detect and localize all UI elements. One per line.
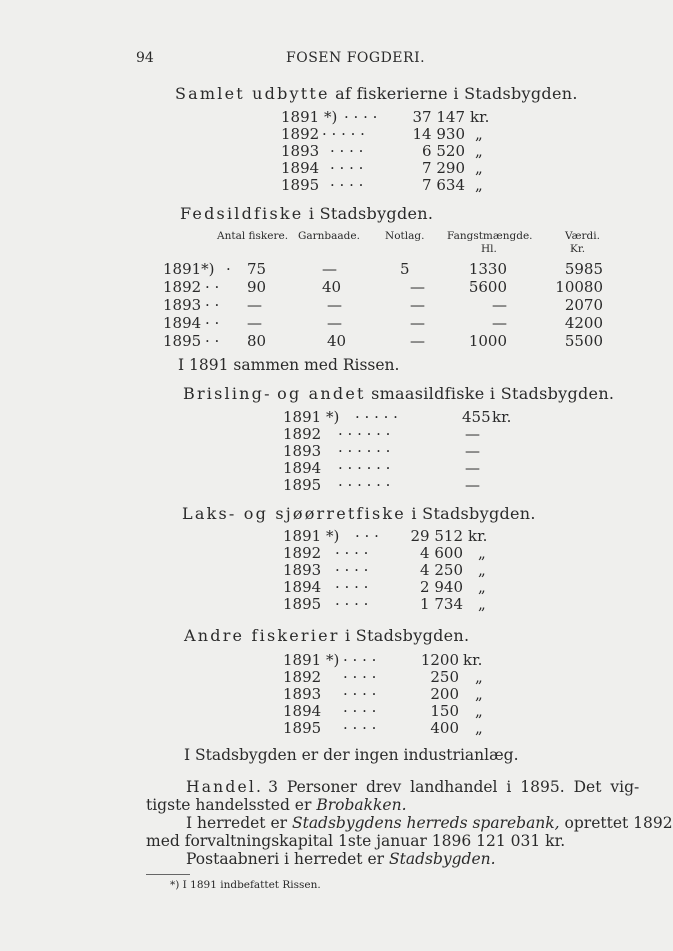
not: — <box>410 296 425 314</box>
leader-dots: · · · · <box>330 176 364 194</box>
leader-dots: · · · · · · <box>338 425 391 443</box>
unit: „ <box>478 578 486 596</box>
year: 1893 <box>281 142 320 160</box>
leader-dots: · · · · <box>335 544 369 562</box>
brisling-title-mid: og andet <box>277 384 366 403</box>
value: 1 734 <box>420 595 463 613</box>
handel-line-4: med forvaltningskapital 1ste januar 1896 121 031 kr. <box>146 832 566 850</box>
leader-dots: · · · · <box>335 578 369 596</box>
not: — <box>410 278 425 296</box>
page-number: 94 <box>136 50 154 66</box>
vaerdi: 5500 <box>564 332 603 350</box>
not: — <box>410 332 425 350</box>
vaerdi: 2070 <box>564 296 603 314</box>
year: 1894 <box>283 459 322 477</box>
year: 1891 *) <box>283 527 340 545</box>
handel-line5-text: Postaabneri i herredet er <box>186 850 385 868</box>
handel-line-3 <box>186 814 673 832</box>
leader-dots: · · · · <box>343 685 377 703</box>
leader-dots: · · <box>205 296 220 314</box>
leader-dots: · · · · · · <box>338 459 391 477</box>
industri-text: I Stadsbygden er der ingen industrianlæg. <box>184 746 519 764</box>
handel-line1-text: 3 Personer drev landhandel i 1895. Det vig- <box>268 778 640 796</box>
leader-dots: · <box>226 260 231 278</box>
leader-dots: · · · · <box>343 719 377 737</box>
value: 14 930 <box>412 125 465 143</box>
leader-dots: · · · <box>355 527 379 545</box>
year: 1892 <box>283 425 322 443</box>
antal: 80 <box>247 332 267 350</box>
col-not: Notlag. <box>385 230 425 242</box>
unit: „ <box>475 125 483 143</box>
unit: „ <box>478 595 486 613</box>
col-garn: Garnbaade. <box>298 230 360 242</box>
leader-dots: · · · · <box>343 668 377 686</box>
value: — <box>465 476 480 494</box>
leader-dots: · · <box>205 278 220 296</box>
value: 7 634 <box>422 176 465 194</box>
unit: kr. <box>470 108 490 126</box>
antal: — <box>247 296 262 314</box>
value: 7 290 <box>422 159 465 177</box>
andre-title <box>184 626 469 645</box>
unit: „ <box>475 159 483 177</box>
year: 1895 <box>281 176 320 194</box>
fang: — <box>492 314 507 332</box>
fang: — <box>492 296 507 314</box>
year: 1893 <box>283 561 322 579</box>
year: 1894 <box>281 159 320 177</box>
year: 1895 <box>283 595 322 613</box>
value: 150 <box>430 702 459 720</box>
footnote-rule <box>146 874 190 875</box>
garn: — <box>327 296 342 314</box>
value: 6 520 <box>422 142 465 160</box>
handel-line-2 <box>146 796 407 814</box>
leader-dots: · · · · <box>343 702 377 720</box>
year: 1891 *) <box>283 651 340 669</box>
antal: 90 <box>247 278 267 296</box>
value: 1200 <box>420 651 459 669</box>
fang: 5600 <box>468 278 507 296</box>
place-brobakken: Brobakken. <box>316 796 407 814</box>
laks-title-spaced: Laks- og sjøørretfiske <box>182 504 406 523</box>
not: 5 <box>400 260 410 278</box>
year: 1893 <box>163 296 202 314</box>
year: 1894 <box>163 314 202 332</box>
unit: „ <box>475 702 483 720</box>
place-stadsbygden: Stadsbygden. <box>388 850 496 868</box>
leader-dots: · · <box>205 314 220 332</box>
unit: „ <box>478 544 486 562</box>
leader-dots: · · · · · · <box>338 476 391 494</box>
samlet-title-spaced: Samlet udbytte <box>175 84 330 103</box>
unit: kr. <box>492 408 512 426</box>
value: 37 147 <box>412 108 465 126</box>
not: — <box>410 314 425 332</box>
value: — <box>465 459 480 477</box>
fedsild-title-spaced: Fedsildfiske <box>180 204 304 223</box>
year: 1892 <box>281 125 320 143</box>
col-fang-unit: Hl. <box>481 243 497 255</box>
leader-dots: · · · · <box>335 595 369 613</box>
handel-line3-tail: oprettet 1892 <box>564 814 673 832</box>
leader-dots: · · · · <box>330 159 364 177</box>
laks-title-rest: i Stadsbygden. <box>411 504 536 523</box>
antal: — <box>247 314 262 332</box>
value: 200 <box>430 685 459 703</box>
handel-line-1 <box>186 778 641 796</box>
samlet-title-rest: af fiskerierne i Stadsbygden. <box>335 84 578 103</box>
leader-dots: · · <box>205 332 220 350</box>
value: 4 600 <box>420 544 463 562</box>
brisling-title-spaced: Brisling- <box>183 384 272 403</box>
year: 1895 <box>163 332 202 350</box>
value: 455 <box>462 408 491 426</box>
value: 250 <box>430 668 459 686</box>
year: 1892 <box>163 278 202 296</box>
col-vaerdi-unit: Kr. <box>570 243 586 255</box>
handel-heading: Handel. <box>186 778 264 796</box>
value: 2 940 <box>420 578 463 596</box>
year: 1891*) <box>163 260 215 278</box>
fang: 1000 <box>468 332 507 350</box>
leader-dots: · · · · <box>343 651 377 669</box>
year: 1891 *) <box>283 408 340 426</box>
unit: „ <box>475 176 483 194</box>
antal: 75 <box>247 260 267 278</box>
running-title: FOSEN FOGDERI. <box>286 50 426 66</box>
year: 1893 <box>283 442 322 460</box>
samlet-title <box>175 84 578 103</box>
brisling-title <box>183 384 614 403</box>
leader-dots: · · · · · <box>355 408 398 426</box>
handel-line3-text: I herredet er <box>186 814 288 832</box>
year: 1891 *) <box>281 108 338 126</box>
year: 1895 <box>283 719 322 737</box>
garn: 40 <box>327 332 347 350</box>
unit: „ <box>478 561 486 579</box>
year: 1894 <box>283 702 322 720</box>
leader-dots: · · · · <box>344 108 378 126</box>
garn: — <box>327 314 342 332</box>
brisling-title-rest: smaasildfiske i Stadsbygden. <box>371 384 615 403</box>
value: — <box>465 425 480 443</box>
leader-dots: · · · · · · <box>338 442 391 460</box>
fang: 1330 <box>468 260 507 278</box>
year: 1894 <box>283 578 322 596</box>
leader-dots: · · · · <box>330 142 364 160</box>
col-fang: Fangstmængde. <box>447 230 533 242</box>
footnote: *) I 1891 indbefattet Rissen. <box>170 879 321 891</box>
vaerdi: 10080 <box>555 278 603 296</box>
col-vaerdi: Værdi. <box>565 230 600 242</box>
unit: kr. <box>463 651 483 669</box>
unit: „ <box>475 685 483 703</box>
unit: „ <box>475 719 483 737</box>
value: 400 <box>430 719 459 737</box>
unit: kr. <box>468 527 488 545</box>
value: 29 512 <box>410 527 463 545</box>
leader-dots: · · · · · <box>322 125 365 143</box>
fedsild-title <box>180 204 433 223</box>
vaerdi: 4200 <box>564 314 603 332</box>
garn: 40 <box>322 278 342 296</box>
fedsild-note: I 1891 sammen med Rissen. <box>178 356 400 374</box>
value: — <box>465 442 480 460</box>
value: 4 250 <box>420 561 463 579</box>
vaerdi: 5985 <box>564 260 603 278</box>
garn: — <box>322 260 337 278</box>
sparebank-name: Stadsbygdens herreds sparebank, <box>291 814 560 832</box>
year: 1895 <box>283 476 322 494</box>
unit: „ <box>475 142 483 160</box>
andre-title-spaced: Andre fiskerier <box>184 626 340 645</box>
leader-dots: · · · · <box>335 561 369 579</box>
laks-title <box>182 504 536 523</box>
handel-line-5 <box>186 850 496 868</box>
year: 1893 <box>283 685 322 703</box>
unit: „ <box>475 668 483 686</box>
year: 1892 <box>283 668 322 686</box>
fedsild-title-rest: i Stadsbygden. <box>308 204 434 223</box>
col-antal: Antal fiskere. <box>217 230 289 242</box>
handel-line2-text: tigste handelssted er <box>146 796 312 814</box>
year: 1892 <box>283 544 322 562</box>
andre-title-rest: i Stadsbygden. <box>345 626 470 645</box>
